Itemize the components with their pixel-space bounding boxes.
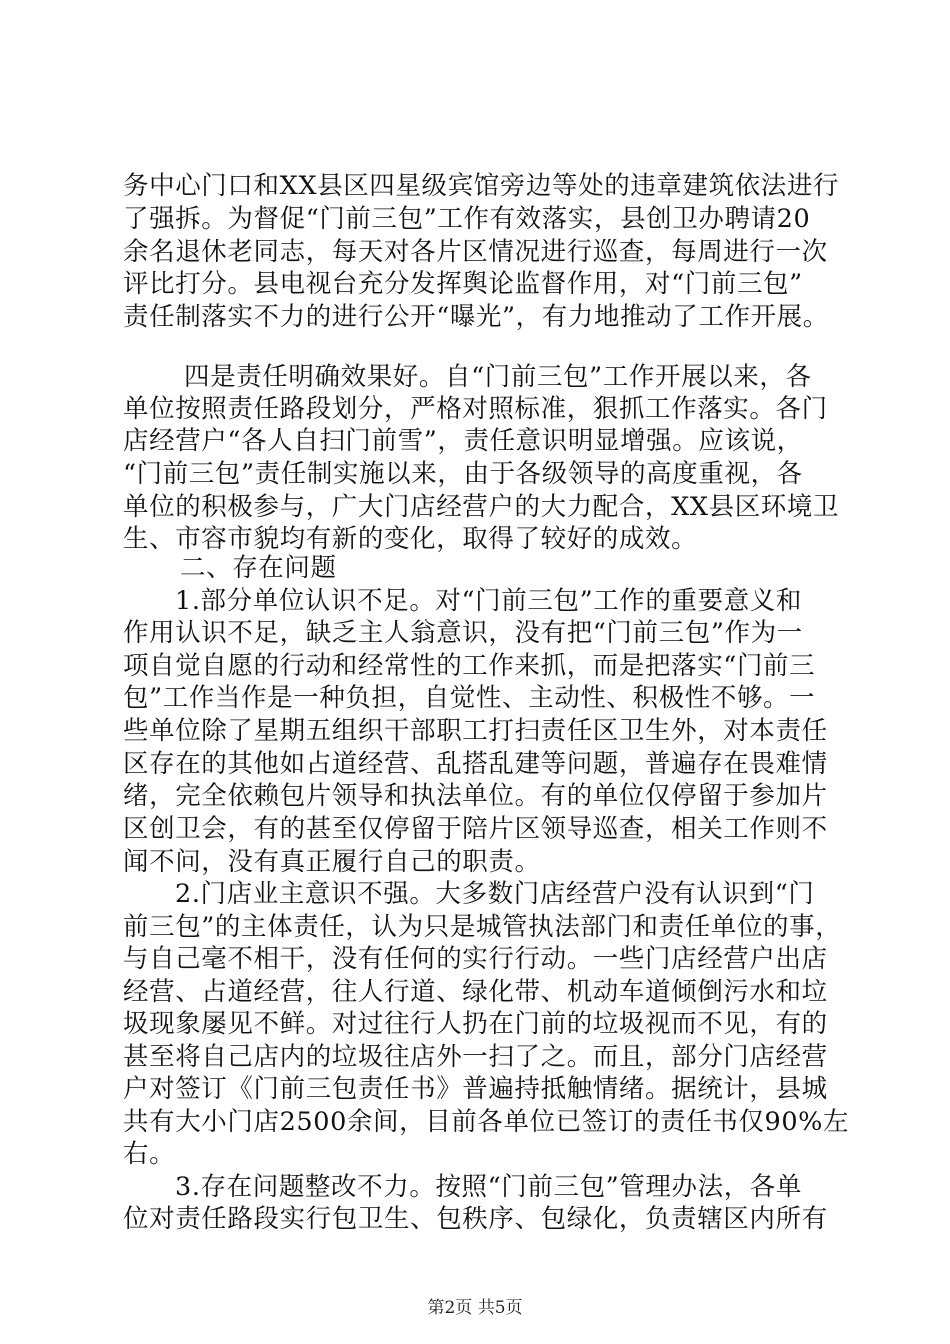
text-line: 些单位除了星期五组织干部职工打扫责任区卫生外，对本责任: [123, 716, 828, 746]
text-line: 单位的积极参与，广大门店经营户的大力配合，XX县区环境卫: [123, 492, 840, 522]
text-line: 区创卫会，有的甚至仅停留于陪片区领导巡查，相关工作则不: [123, 814, 828, 844]
text-line: 前三包”的主体责任，认为只是城管执法部门和责任单位的事，: [123, 912, 842, 942]
text-line: 3.存在问题整改不力。按照“门前三包”管理办法，各单: [175, 1172, 803, 1202]
text-line: 责任制落实不力的进行公开“曝光”，有力地推动了工作开展。: [123, 302, 829, 332]
text-line: 1.部分单位认识不足。对“门前三包”工作的重要意义和: [175, 586, 803, 616]
text-line: 单位按照责任路段划分，严格对照标准，狠抓工作落实。各门: [123, 394, 828, 424]
text-line: 务中心门口和XX县区四星级宾馆旁边等处的违章建筑依法进行: [123, 171, 840, 201]
text-line: 与自己毫不相干，没有任何的实行行动。一些门店经营户出店: [123, 944, 828, 974]
text-line: 二、存在问题: [180, 553, 337, 583]
text-line: 包”工作当作是一种负担，自觉性、主动性、积极性不够。一: [123, 683, 816, 713]
text-line: “门前三包”责任制实施以来，由于各级领导的高度重视，各: [123, 459, 803, 489]
text-line: 余名退休老同志，每天对各片区情况进行巡查，每周进行一次: [123, 237, 828, 267]
text-line: 评比打分。县电视台充分发挥舆论监督作用，对“门前三包”: [123, 269, 803, 299]
text-line: 户对签订《门前三包责任书》普遍持抵触情绪。据统计，县城: [123, 1074, 828, 1104]
text-line: 闻不问，没有真正履行自己的职责。: [123, 847, 541, 877]
text-line: 了强拆。为督促“门前三包”工作有效落实，县创卫办聘请20: [123, 204, 811, 234]
text-line: 经营、占道经营，往人行道、绿化带、机动车道倾倒污水和垃: [123, 977, 828, 1007]
text-line: 区存在的其他如占道经营、乱搭乱建等问题，普遍存在畏难情: [123, 749, 828, 779]
text-line: 生、市容市貌均有新的变化，取得了较好的成效。: [123, 524, 698, 554]
page-footer: 第2页 共5页: [427, 1298, 523, 1318]
text-line: 作用认识不足，缺乏主人翁意识，没有把“门前三包”作为一: [123, 618, 803, 648]
text-line: 共有大小门店2500余间，目前各单位已签订的责任书仅90%左: [123, 1107, 850, 1137]
text-line: 右。: [123, 1139, 176, 1169]
text-line: 店经营户“各人自扫门前雪”，责任意识明显增强。应该说，: [123, 426, 803, 456]
text-line: 项自觉自愿的行动和经常性的工作来抓，而是把落实“门前三: [123, 651, 816, 681]
text-line: 位对责任路段实行包卫生、包秩序、包绿化，负责辖区内所有: [123, 1204, 828, 1234]
text-line: 绪，完全依赖包片领导和执法单位。有的单位仅停留于参加片: [123, 781, 828, 811]
text-line: 圾现象屡见不鲜。对过往行人扔在门前的垃圾视而不见，有的: [123, 1009, 828, 1039]
text-line: 四是责任明确效果好。自“门前三包”工作开展以来，各: [184, 362, 812, 392]
text-line: 甚至将自己店内的垃圾往店外一扫了之。而且，部分门店经营: [123, 1042, 828, 1072]
text-line: 2.门店业主意识不强。大多数门店经营户没有认识到“门: [175, 879, 815, 909]
